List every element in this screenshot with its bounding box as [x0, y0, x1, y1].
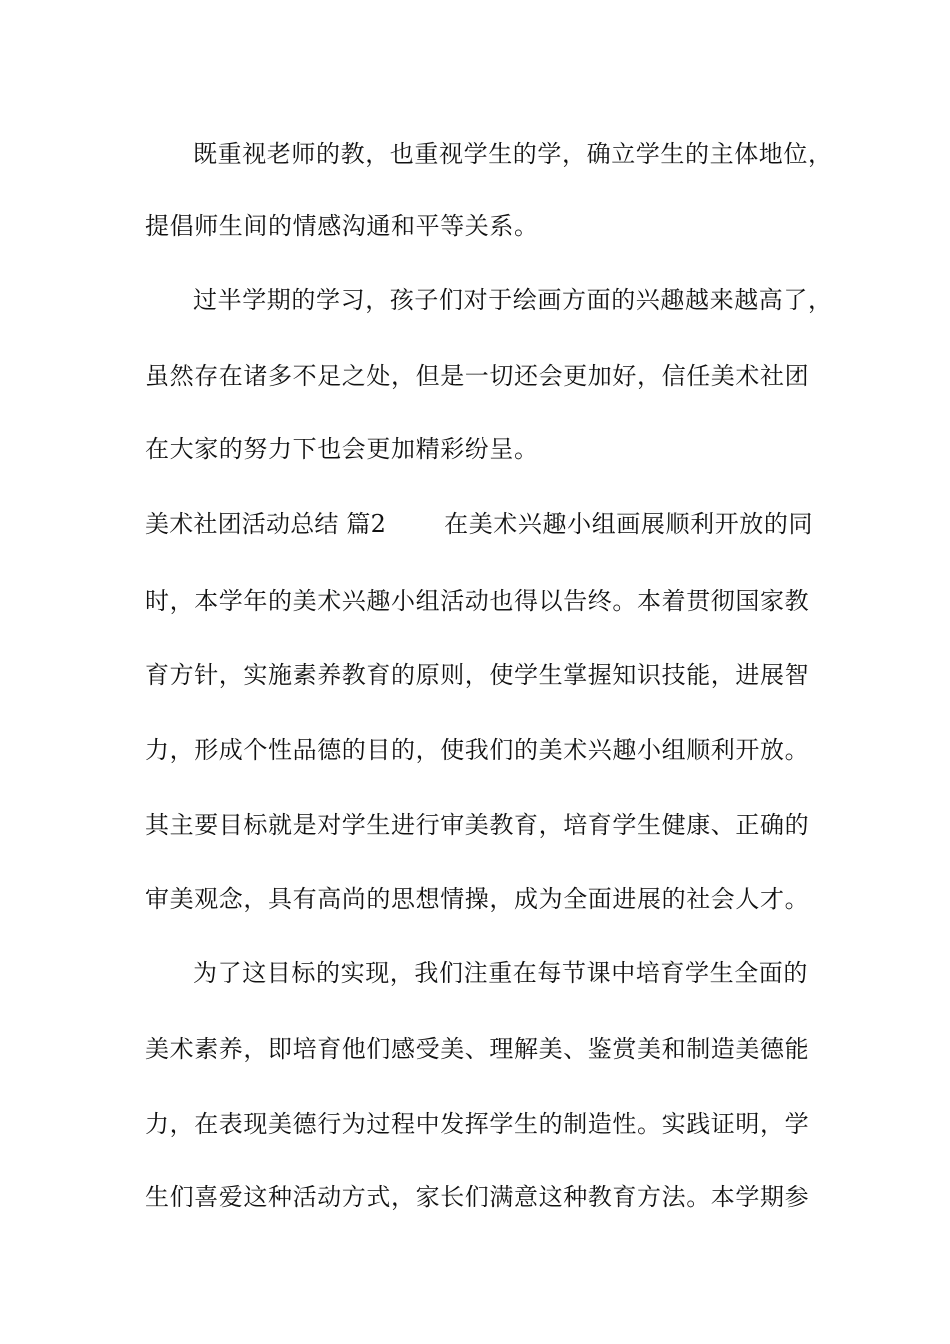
paragraph-line: 在美术兴趣小组画展顺利开放的同 [444, 510, 814, 538]
paragraph-line: 生们喜爱这种活动方式，家长们满意这种教育方法。本学期参 [145, 1183, 810, 1211]
paragraph-line: 力，形成个性品德的目的，使我们的美术兴趣小组顺利开放。 [145, 736, 810, 764]
section-heading: 美术社团活动总结 篇2 [145, 510, 387, 538]
paragraph-line: 在大家的努力下也会更加精彩纷呈。 [145, 435, 539, 463]
paragraph-line: 既重视老师的教，也重视学生的学，确立学生的主体地位， [193, 140, 833, 168]
paragraph-line: 虽然存在诸多不足之处，但是一切还会更加好，信任美术社团 [145, 362, 810, 390]
paragraph-line: 审美观念，具有高尚的思想情操，成为全面进展的社会人才。 [145, 885, 810, 913]
paragraph-line: 过半学期的学习，孩子们对于绘画方面的兴趣越来越高了， [193, 286, 833, 314]
paragraph-line: 提倡师生间的情感沟通和平等关系。 [145, 212, 539, 240]
paragraph-line: 育方针，实施素养教育的原则，使学生掌握知识技能，进展智 [145, 661, 810, 689]
paragraph-line: 时，本学年的美术兴趣小组活动也得以告终。本着贯彻国家教 [145, 587, 810, 615]
section-heading-row [145, 509, 825, 539]
paragraph-line: 力，在表现美德行为过程中发挥学生的制造性。实践证明，学 [145, 1110, 810, 1138]
paragraph-line: 为了这目标的实现，我们注重在每节课中培育学生全面的 [193, 959, 808, 987]
paragraph-line: 美术素养，即培育他们感受美、理解美、鉴赏美和制造美德能 [145, 1035, 810, 1063]
paragraph-line: 其主要目标就是对学生进行审美教育，培育学生健康、正确的 [145, 811, 810, 839]
